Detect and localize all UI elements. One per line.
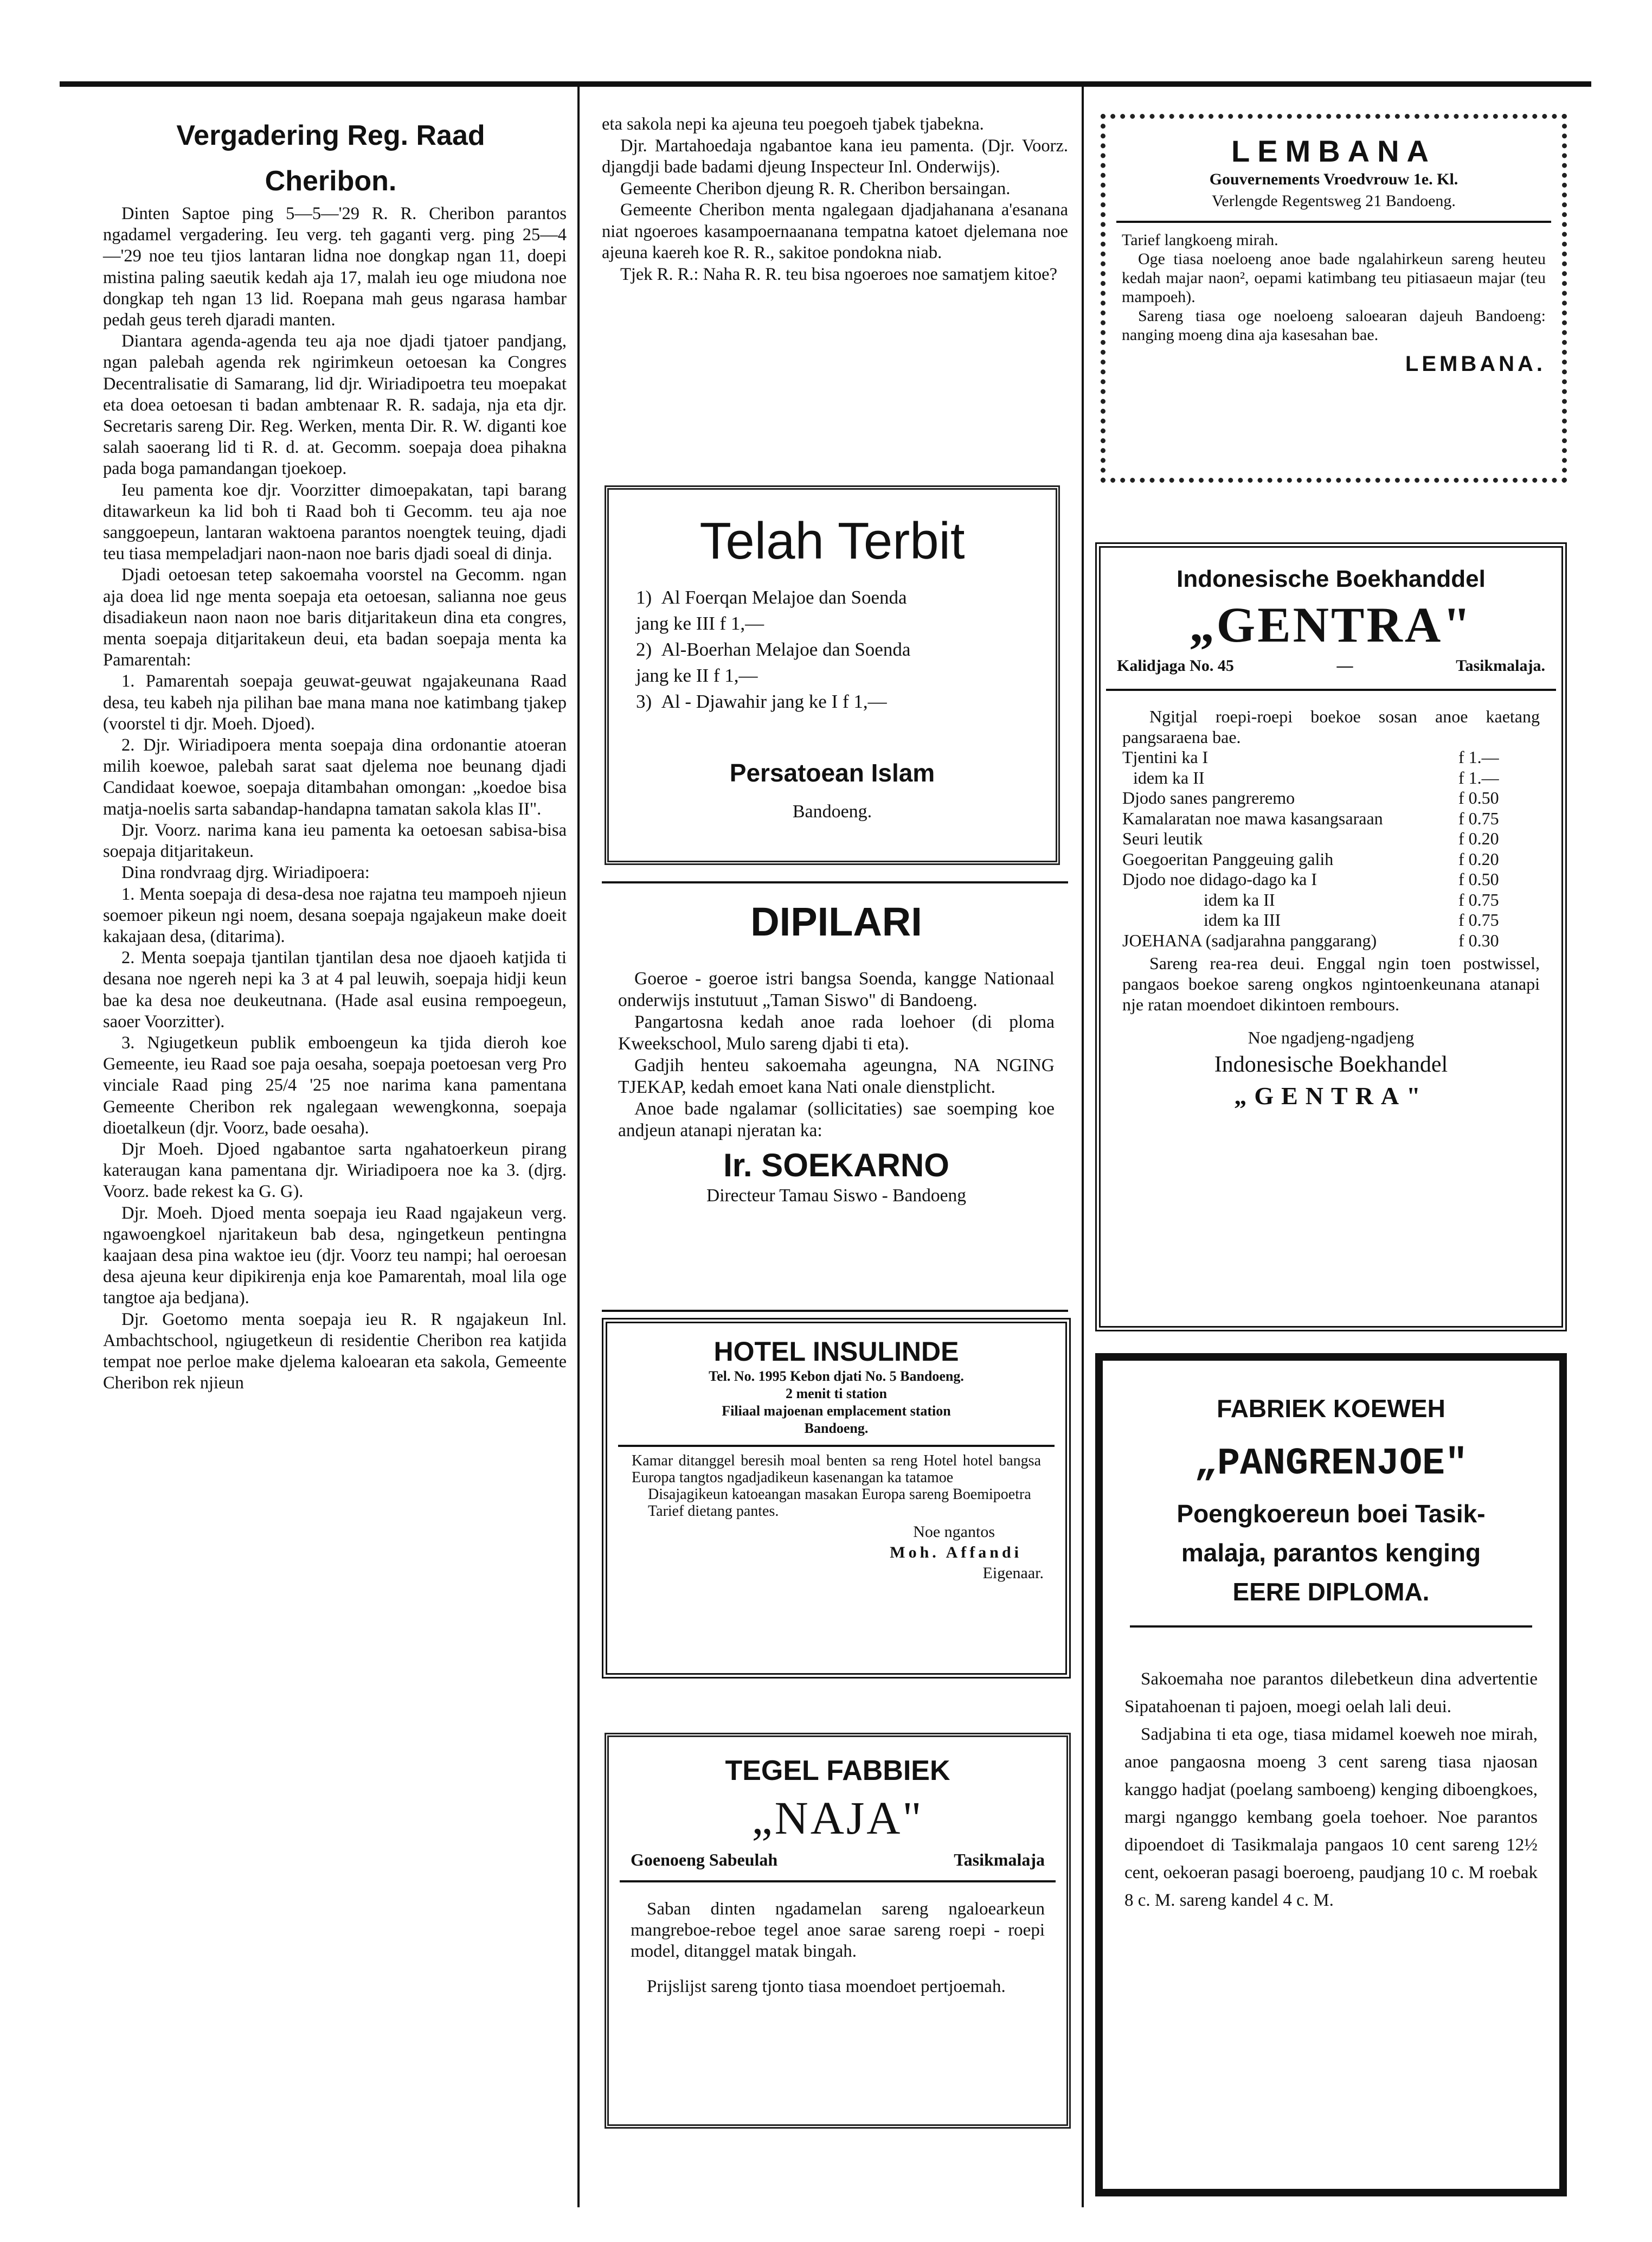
- book-item: 3) Al - Djawahir jang ke I f 1,—: [636, 691, 887, 712]
- article-title-line2: Cheribon.: [265, 165, 397, 197]
- book-item: 1) Al Foerqan Melajoe dan Soenda: [636, 587, 907, 608]
- ad-paragraph: Anoe bade ngalamar (sollicitaties) sae soemping koe andjeun atanapi njeratan ka:: [618, 1099, 1055, 1141]
- top-rule: [60, 81, 1591, 87]
- ad-paragraph: Gadjih henteu sakoemaha ageungna, NA NGING TJEKAP, kedah emoet kana Nati onale dienstplicht.: [618, 1055, 1055, 1097]
- ad-brand: „GENTRA": [1189, 597, 1473, 652]
- ad-brand: „NAJA": [751, 1792, 924, 1844]
- ad-title: DIPILARI: [750, 899, 922, 944]
- article-title: [89, 113, 572, 204]
- ad-brand: „PANGRENJOE": [1194, 1443, 1468, 1485]
- book-item-sub: jang ke III f 1,—: [636, 613, 764, 634]
- book-row: JOEHANA (sadjarahna panggarang) f 0.30: [1122, 930, 1499, 950]
- lembana-sub: Verlengde Regentsweg 21 Bandoeng.: [1212, 192, 1456, 210]
- lembana-sub: Gouvernements Vroedvrouw 1e. Kl.: [1209, 170, 1458, 188]
- ad-name: Ir. SOEKARNO: [723, 1147, 949, 1183]
- book-row: idem ka II f 1.—: [1133, 767, 1499, 787]
- book-row: idem ka III f 0.75: [1204, 910, 1499, 930]
- ad-tegel: [605, 1733, 1071, 2129]
- article-body-col1: [103, 203, 567, 1394]
- ad-separator: [602, 1310, 1068, 1312]
- lembana-body: Tarief langkoeng mirah. Oge tiasa noeloeng anoe bade ngalahirkeun sareng heuteu kedah majar naon², oepami katimbang teu pitiasaeun majar (teu mampoeh). Sareng tiasa oge noeloeng saloearan dajeuh Bandoeng: nanging moeng dina aja kasesahan bae.: [1122, 231, 1546, 344]
- gentra-address: Kalidjaga No. 45 — Tasikmalaja.: [1117, 657, 1545, 675]
- book-list: [636, 585, 1032, 715]
- article-paragraph: Ieu pamenta koe djr. Voorzitter dimoepakatan, tapi barang ditawarkeun ka lid boh ti Raad boh ti Gecomm. teu aja noe sanggoepeun, lantaran waktoena parantos noengtek teuing, djadi teu tiasa mempeladjari naon-naon noe baris djadi soeal di dinja.: [103, 480, 567, 564]
- gentra-intro: Ngitjal roepi-roepi boekoe sosan anoe kaetang pangsaraena bae.: [1122, 707, 1540, 747]
- hotel-line: Filiaal majoenan emplacement station: [722, 1403, 951, 1419]
- ad-title: TEGEL FABBIEK: [725, 1755, 950, 1786]
- article-paragraph: Djr. Moeh. Djoed menta soepaja ieu Raad ngajakeun verg. ngawoengkoel njaritakeun bab desa, ngingetkeun pentingna kaajaan desa pina waktoe ieu (djr. Voorz teu nampi; hal oeroesan desa ajeuna keur dipikirenja enja koe Pamarentah, moal lila oge tangtoe aja bedjana).: [103, 1203, 567, 1308]
- ad-org: Persatoean Islam: [729, 759, 935, 787]
- article-paragraph: Dinten Saptoe ping 5—5—'29 R. R. Cheribon parantos ngadamel vergadering. Ieu verg. teh gaganti verg. ping 25—4 —'29 noe teu tjios lantaran lidna noe dongkap ngan 11, doepi mistina paling saeutik kedah aja 17, malah ieu oge miudona noe dongkap teh ngan 13 lid. Roepana mah geus ngarasa hambar pedah geus tereh djaradi manten.: [103, 204, 567, 330]
- lembana-signature: LEMBANA.: [1405, 352, 1546, 376]
- hotel-tel: Tel. No. 1995 Kebon djati No. 5 Bandoeng.: [709, 1368, 964, 1384]
- article-paragraph: Djadi oetoesan tetep sakoemaha voorstel na Gecomm. ngan aja doea lid nge menta soepaja eta oetoesan, salianna noe geus disadiakeun naon naon noe baris ditjaritakeun dina eta congres, menta soepaja ditjaritakeun deui, eta badan soepaja menta ka Pamarentah:: [103, 565, 567, 670]
- ad-paragraph: Pangartosna kedah anoe rada loehoer (di ploma Kweekschool, Mulo sareng djabi ti eta).: [618, 1012, 1055, 1054]
- ad-separator: [602, 881, 1068, 883]
- article-title-line1: Vergadering Reg. Raad: [176, 120, 485, 151]
- article-paragraph: 1. Menta soepaja di desa-desa noe rajatna teu mampoeh njieun soemoer pikeun ngi noem, desana soepaja ngajakeun make doeit kakajaan desa, (ditarima).: [103, 884, 567, 946]
- ad-title: HOTEL INSULINDE: [713, 1336, 959, 1367]
- article-paragraph: Gemeente Cheribon djeung R. R. Cheribon bersaingan.: [620, 178, 1011, 198]
- article-paragraph: Tjek R. R.: Naha R. R. teu bisa ngoeroes noe samatjem kitoe?: [620, 264, 1057, 284]
- ad-lembana: [1101, 114, 1567, 483]
- article-paragraph: Gemeente Cheribon menta ngalegaan djadjahanana a'esanana niat ngoeroes kasampoernaanana tempatna katoet djelemana noe ajeuna kaereh koe R. R., sakitoe pondokna niab.: [602, 200, 1068, 262]
- ad-paragraph: Goeroe - goeroe istri bangsa Soenda, kangge Nationaal onderwijs instutuut „Taman Siswo" di Bandoeng.: [618, 969, 1055, 1010]
- pangrenjoe-body: Sakoemaha noe parantos dilebetkeun dina advertentie Sipatahoenan ti pajoen, moegi oelah lali deui. Sadjabina ti eta oge, tiasa midamel koeweh noe mirah, anoe pangaosna moeng 3 cent sareng tiasa njaosan kanggo hadjat (poelang samboeng) kenging diboengkoes, margi nganggo kembang goela toehoer. Noe parantos dipoendoet di Tasikmalaja pangaos 10 cent sareng 12½ cent, oekoeran pasagi boeroeng, paudjang 10 c. M roebak 8 c. M. sareng kandel 4 c. M.: [1124, 1669, 1538, 1910]
- book-row: Seuri leutik f 0.20: [1122, 829, 1499, 848]
- ad-role: Directeur Tamau Siswo - Bandoeng: [706, 1186, 966, 1206]
- ad-pangrenjoe: [1095, 1353, 1567, 2196]
- book-row: idem ka II f 0.75: [1204, 889, 1499, 909]
- gentra-outro: Sareng rea-rea deui. Enggal ngin toen postwissel, pangaos boekoe sareng ongkos ngintoenkeunana atanapi nje ratan moendoet dikintoen rembours.: [1122, 953, 1540, 1014]
- book-row: Goegoeritan Panggeuing galih f 0.20: [1122, 849, 1499, 869]
- ad-dipilari: [618, 892, 1055, 1207]
- article-paragraph: Diantara agenda-agenda teu aja noe djadi tjatoer pandjang, ngan palebah agenda rek ngirimkeun oetoesan ka Congres Decentralisatie di Samarang, lid djr. Wiriadipoetra teu moepakat eta doea oetoesan ti badan ambtenaar R. R. sadaja, nja eta djr. Secretaris sareng Dir. Reg. Werken, menta Dir. R. W. diganti koe salah saoerang lid ti R. d. at. Gecomm. soepaja doea pihakna pada boga pamandangan tjoekoep.: [103, 331, 567, 479]
- ad-title: Telah Terbit: [699, 512, 965, 570]
- hotel-line: Bandoeng.: [804, 1420, 869, 1436]
- book-row: Djodo noe didago-dago ka I f 0.50: [1122, 869, 1499, 889]
- book-row: Kamalaratan noe mawa kasangsaraan f 0.75: [1122, 808, 1499, 828]
- pangrenjoe-line: Poengkoereun boei Tasik-: [1177, 1500, 1486, 1528]
- gentra-sign: Indonesische Boekhandel: [1214, 1052, 1448, 1077]
- tegel-location: Goenoeng Sabeulah Tasikmalaja: [631, 1850, 1045, 1869]
- ad-gentra: [1095, 542, 1567, 1331]
- book-row: Djodo sanes pangreremo f 0.50: [1122, 788, 1499, 808]
- hotel-line: 2 menit ti station: [785, 1386, 888, 1401]
- column-divider: [1082, 87, 1084, 2207]
- hotel-body: Kamar ditanggel beresih moal benten sa reng Hotel hotel bangsa Europa tangtos ngadjadikeun kasenangan ka tatamoe Disajagikeun katoeangan masakan Europa sareng Boemipoetra Tarief dietang pantes.: [632, 1452, 1041, 1520]
- article-paragraph: 2. Djr. Wiriadipoera menta soepaja dina ordonantie atoeran milih koewoe, palebah sarat saat djelema noe beunang djadi Candidaat koewoe, soepaja ditambahan omongan: „koedoe bisa matja-noelis sarta sabandap-handapna tamatan sakola klas II".: [103, 735, 567, 819]
- article-paragraph: 3. Ngiugetkeun publik emboengeun ka tjida dieroh koe Gemeente, ieu Raad soe paja oesaha, soepaja poetoesan verg Pro vinciale Raad ping 25/4 '25 noe narima kana pamentana Gemeente Cheribon rek ngalegaan wewengkonna, soepaja dioetalkeun (djr. Voorz, bade oesaha).: [103, 1033, 567, 1138]
- ad-title: LEMBANA: [1231, 134, 1436, 168]
- article-paragraph: 1. Pamarentah soepaja geuwat-geuwat ngajakeunana Raad desa, teu kabeh nja pilihan bae mana mana noe katimbang tjakep (voorstel ti djr. Moeh. Djoed).: [103, 671, 567, 734]
- article-body-col2: [602, 114, 1068, 285]
- gentra-sign: „GENTRA": [1234, 1082, 1428, 1110]
- article-paragraph: Djr. Martahoedaja ngabantoe kana ieu pamenta. (Djr. Voorz. djangdji bade badami djeung Inspecteur Inl. Onderwijs).: [602, 136, 1068, 177]
- article-paragraph: 2. Menta soepaja tjantilan tjantilan desa noe djaoeh katjida ti desana noe ngereh nepi ka 3 at 4 pal leuwih, soepaja hidji keun bae ka desa noe deukeutnana. (Hade asal eusina rempoegeun, saoer Voorzitter).: [103, 948, 567, 1032]
- ad-city: Bandoeng.: [792, 802, 872, 822]
- article-paragraph: Dina rondvraag djrg. Wiriadipoera:: [121, 863, 370, 883]
- article-paragraph: eta sakola nepi ka ajeuna teu poegoeh tjabek tjabekna.: [602, 114, 984, 134]
- pangrenjoe-line: EERE DIPLOMA.: [1232, 1578, 1430, 1606]
- book-item-sub: jang ke II f 1,—: [636, 665, 758, 686]
- ad-hotel: [602, 1318, 1071, 1679]
- hotel-signature: Noe ngantos Moh. Affandi Eigenaar.: [890, 1523, 1044, 1582]
- pangrenjoe-head: FABRIEK KOEWEH: [1217, 1394, 1445, 1423]
- article-paragraph: Djr. Voorz. narima kana ieu pamenta ka oetoesan sabisa-bisa soepaja ditjaritakeun.: [103, 820, 567, 862]
- gentra-book-list: [1101, 747, 1561, 951]
- book-item: 2) Al-Boerhan Melajoe dan Soenda: [636, 639, 911, 660]
- gentra-head: Indonesische Boekhanddel: [1177, 566, 1486, 592]
- article-paragraph: Djr. Goetomo menta soepaja ieu R. R ngajakeun Inl. Ambachtschool, ngiugetkeun di residentie Cheribon rea katjida tempat noe perloe make djelema kaloearan eta sakola, Gemeente Cheribon rek njieun: [103, 1309, 567, 1393]
- gentra-sign: Noe ngadjeng-ngadjeng: [1248, 1028, 1415, 1047]
- ad-telah-terbit: [605, 485, 1060, 865]
- pangrenjoe-line: malaja, parantos kenging: [1181, 1539, 1481, 1567]
- column-divider: [577, 87, 580, 2207]
- book-row: Tjentini ka I f 1.—: [1122, 747, 1499, 767]
- tegel-body: Saban dinten ngadamelan sareng ngaloearkeun mangreboe-reboe tegel anoe sarae sareng roepi - roepi model, ditanggel matak bingah. Prijslijst sareng tjonto tiasa moendoet pertjoemah.: [631, 1899, 1045, 1996]
- article-paragraph: Djr Moeh. Djoed ngabantoe sarta ngahatoerkeun pirang kateraugan kana pamentana djr. Wiriadipoera noe ka 3. (djrg. Voorz. bade rekest ka G. G).: [103, 1139, 567, 1202]
